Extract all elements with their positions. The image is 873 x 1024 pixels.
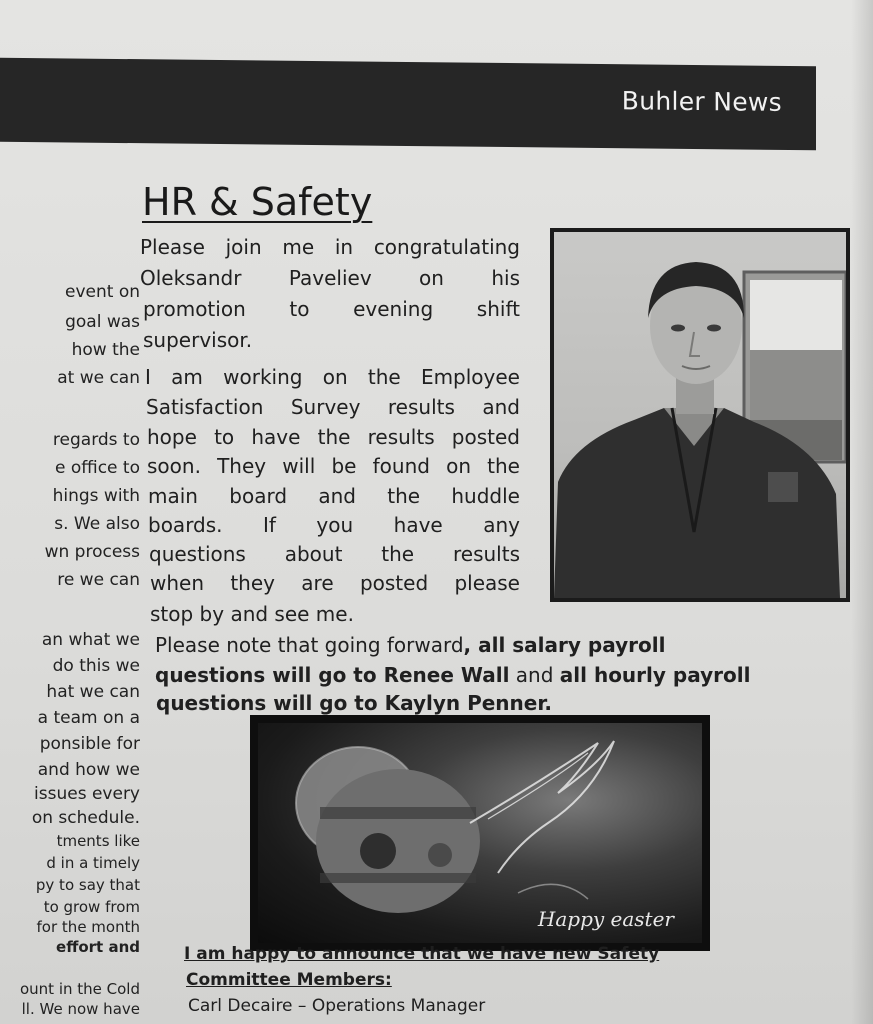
paragraph-2-line: soon. They will be found on the xyxy=(147,454,520,478)
payroll-note-bold: all hourly payroll xyxy=(559,663,751,687)
left-line: a team on a xyxy=(37,708,140,728)
paragraph-1-line: supervisor. xyxy=(143,328,253,352)
left-line: issues every xyxy=(34,784,140,804)
left-line: for the month xyxy=(36,918,140,936)
paragraph-2-line: I am working on the Employee xyxy=(145,365,520,389)
left-line: ll. We now have xyxy=(21,1000,140,1018)
employee-photo xyxy=(550,228,850,602)
left-line: tments like xyxy=(56,832,140,850)
payroll-note-text: and xyxy=(509,663,560,687)
left-line: d in a timely xyxy=(46,854,140,872)
payroll-note-text: Please note that going forward xyxy=(155,633,464,657)
left-line: ount in the Cold xyxy=(19,980,140,998)
left-line: and how we xyxy=(37,760,140,780)
payroll-note-bold: questions will go to Renee Wall xyxy=(155,663,510,687)
paragraph-2-line: Satisfaction Survey results and xyxy=(146,395,520,419)
header-bar xyxy=(0,58,816,151)
paragraph-2-line: boards. If you have any xyxy=(148,513,520,537)
left-line: goal was xyxy=(65,312,140,332)
left-line: do this we xyxy=(52,656,140,676)
left-line: at we can xyxy=(57,368,140,388)
paragraph-1-line: Please join me in congratulating xyxy=(140,235,520,259)
left-line: s. We also xyxy=(54,514,140,534)
left-line: ponsible for xyxy=(39,734,140,754)
left-line: wn process xyxy=(44,542,140,562)
left-line: py to say that xyxy=(35,876,140,894)
paragraph-2-line: questions about the results xyxy=(149,542,520,566)
left-line: regards to xyxy=(52,430,140,450)
announcement-subheading: Committee Members: xyxy=(186,970,392,990)
payroll-note-bold: questions will go to Kaylyn Penner. xyxy=(156,691,552,715)
left-line: on schedule. xyxy=(31,808,140,828)
paragraph-2-line: main board and the huddle xyxy=(148,484,520,508)
easter-image-content xyxy=(258,723,702,943)
easter-image xyxy=(250,715,710,951)
newsletter-title: Buhler News xyxy=(621,86,782,117)
person-illustration xyxy=(554,232,846,598)
left-line: an what we xyxy=(41,630,140,650)
payroll-note-line-1 xyxy=(155,634,815,656)
left-line: effort and xyxy=(56,938,140,956)
paragraph-2-line: when they are posted please xyxy=(150,571,520,595)
payroll-note-bold: , all salary payroll xyxy=(463,633,666,657)
payroll-note-line-2 xyxy=(155,664,815,686)
left-line: e office to xyxy=(55,458,140,478)
left-line: hat we can xyxy=(46,682,140,702)
paragraph-2-line: hope to have the results posted xyxy=(147,425,520,449)
payroll-note-line-3 xyxy=(156,692,816,714)
left-line: to grow from xyxy=(43,898,140,916)
left-line: hings with xyxy=(52,486,140,506)
page-edge-shadow xyxy=(851,0,873,1024)
committee-member: Carl Decaire – Operations Manager xyxy=(188,996,486,1016)
left-line: event on xyxy=(65,282,140,302)
paragraph-2-line: stop by and see me. xyxy=(150,602,354,626)
photo-image xyxy=(554,232,846,598)
easter-caption: Happy easter xyxy=(537,907,674,931)
left-line: re we can xyxy=(57,570,140,590)
announcement-line: I am happy to announce that we have new Safety xyxy=(184,944,660,964)
left-line: how the xyxy=(71,340,140,360)
paragraph-1-line: Oleksandr Paveliev on his xyxy=(140,266,520,290)
section-title: HR & Safety xyxy=(142,180,373,224)
paragraph-1-line: promotion to evening shift xyxy=(143,297,520,321)
